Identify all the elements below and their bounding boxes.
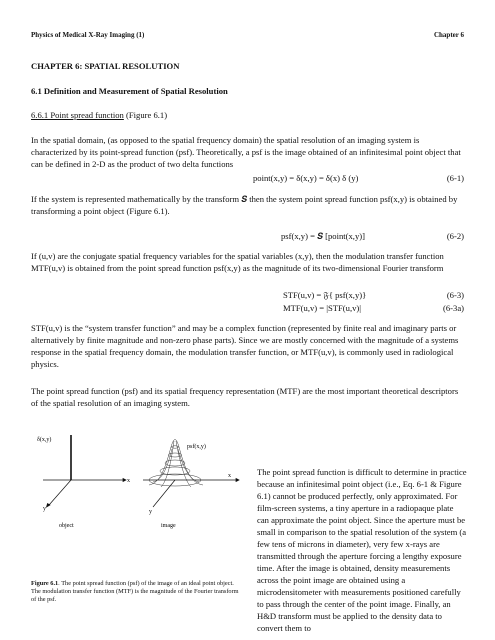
image-label: image (161, 523, 176, 529)
subsection-figure-ref: (Figure 6.1) (126, 110, 168, 120)
running-header-right: Chapter 6 (433, 31, 464, 39)
object-y-label: y (43, 506, 46, 512)
image-x-arrow-icon (236, 479, 239, 482)
image-x-label: x (228, 473, 231, 479)
psf-contour-5 (172, 446, 179, 448)
paragraph-5: The point spread function (psf) and its spatial frequency representation (MTF) are the most important theoretical descriptors of the spatial resolution of an imaging system. (31, 386, 459, 408)
paragraph-2: If the system is represented mathematically by the transform 𝑺 then the system point spread function psf(x,y) is obtained by transforming a point object (Figure 6.1). (31, 194, 458, 216)
psf-label: psf(x,y) (187, 444, 206, 450)
equation-6-2: psf(x,y) = 𝑺 [point(x,y)] (281, 231, 365, 241)
object-label: object (59, 523, 74, 529)
subsection-title: 6.6.1 Point spread function (31, 110, 124, 120)
equation-6-3a-number: (6-3a) (443, 303, 464, 313)
equation-6-3-number: (6-3) (446, 290, 464, 300)
figure-6-1 (31, 425, 241, 575)
image-y-label: y (149, 509, 152, 515)
object-x-label: x (127, 478, 130, 484)
figure-caption (31, 580, 241, 604)
delta-label: δ(x,y) (37, 437, 52, 443)
equation-6-3: STF(u,v) = 𝔉{ psf(x,y)} (283, 290, 367, 300)
object-x-arrow-icon (123, 479, 126, 482)
paragraph-1: In the spatial domain, (as opposed to the spatial frequency domain) the spatial resolution of an imaging system is characterized by its point-spread function (psf). Theoretically, a psf is the image obtained of an infinitesimal point object that can be defined in 2-D as the product of two delta functions (31, 135, 461, 169)
running-header-left: Physics of Medical X-Ray Imaging (1) (31, 31, 145, 39)
chapter-title: CHAPTER 6: SPATIAL RESOLUTION (31, 61, 180, 71)
figure-caption-text: . The point spread function (psf) of the image of an ideal point object. The modulation transfer function (MTF) is the magnitude of the Fourier transform of the psf. (31, 580, 239, 603)
object-y-axis (49, 480, 71, 505)
section-title: 6.1 Definition and Measurement of Spatial Resolution (31, 86, 228, 96)
equation-6-1-number: (6-1) (446, 173, 464, 183)
paragraph-4: STF(u,v) is the “system transfer function” and may be a complex function (represented by finite real and imaginary parts or alternatively by finite magnitude and non-zero phase parts). Since we are mostly concerned with the magnitude of a systems response in the spatial frequency domain, the modulation transfer function, or MTF(u,v), is commonly used in radiological physics. (31, 323, 459, 369)
figure-caption-label: Figure 6.1 (31, 580, 59, 587)
subsection-heading (31, 110, 167, 120)
psf-diagram (31, 425, 241, 575)
object-axes (43, 435, 126, 507)
equation-6-3a: MTF(u,v) = |STF(u,v)| (283, 303, 361, 313)
equation-6-2-number: (6-2) (446, 231, 464, 241)
equation-6-1: point(x,y) = δ(x,y) = δ(x) δ (y) (253, 173, 359, 183)
paragraph-6: The point spread function is difficult to determine in practice because an infinitesimal point object (i.e., Eq. 6-1 & Figure 6.1) cannot be produced perfectly, only approximated. For film-screen systems, a tiny aperture in a radiopaque plate can approximate the point object. Since the aperture must be small in comparison to the spatial resolution of the system (a few tens of microns in diameter), very few x-rays are transmitted through the aperture forcing a lengthy exposure time. After the image is obtained, density measurements across the point image are obtained using a microdensitometer with measurements positioned carefully to pass through the center of the point image. Finally, an H&D transform must be applied to the density data to convert them to (257, 467, 467, 633)
image-axes (143, 479, 239, 508)
paragraph-3: If (u,v) are the conjugate spatial frequency variables for the spatial variables (x,y), then the modulation transfer function MTF(u,v) is obtained from the point spread function psf(x,y) as the magnitude of its two-dimensional Fourier transform (31, 251, 444, 273)
